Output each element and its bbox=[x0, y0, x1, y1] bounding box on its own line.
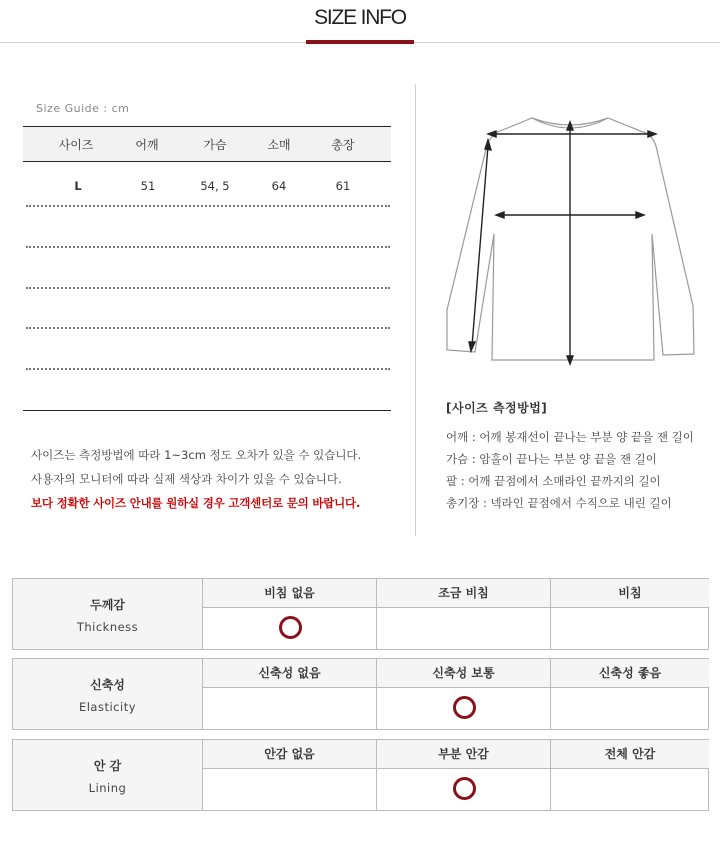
selected-circle-icon bbox=[453, 696, 476, 719]
attribute-name-en: Elasticity bbox=[78, 700, 137, 714]
attribute-name-ko: 두께감 bbox=[90, 598, 125, 612]
option-cell bbox=[550, 740, 709, 810]
attribute-name-en: Lining bbox=[88, 781, 127, 795]
attribute-thickness bbox=[12, 578, 709, 650]
option-cell bbox=[550, 579, 709, 649]
row-divider bbox=[26, 327, 390, 329]
sweater-diagram bbox=[440, 110, 702, 372]
note-contact-cs: 보다 정확한 사이즈 안내를 원하실 경우 고객센터로 문의 바랍니다. bbox=[31, 496, 361, 510]
option-label: 신축성 좋음 bbox=[551, 659, 709, 688]
attribute-name-ko: 신축성 bbox=[90, 678, 125, 692]
row-divider bbox=[26, 368, 390, 370]
option-cell bbox=[203, 659, 376, 729]
measurement-length: 총기장 : 넥라인 끝점에서 수직으로 내린 길이 bbox=[446, 496, 672, 510]
selected-circle-icon bbox=[453, 777, 476, 800]
option-cell bbox=[376, 740, 550, 810]
attribute-label bbox=[13, 740, 203, 810]
option-label: 부분 안감 bbox=[377, 740, 550, 769]
col-header-length: 총장 bbox=[331, 138, 355, 152]
option-label: 비침 bbox=[551, 579, 709, 608]
cell-sleeve: 64 bbox=[271, 179, 287, 193]
table-bottom-rule bbox=[23, 410, 391, 411]
option-label: 비침 없음 bbox=[203, 579, 376, 608]
option-label: 전체 안감 bbox=[551, 740, 709, 769]
col-header-sleeve: 소매 bbox=[267, 138, 291, 152]
option-cell bbox=[550, 659, 709, 729]
option-label: 신축성 없음 bbox=[203, 659, 376, 688]
measurement-chest: 가슴 : 암홀이 끝나는 부분 양 끝을 잰 길이 bbox=[446, 452, 657, 466]
cell-shoulder: 51 bbox=[140, 179, 156, 193]
size-table-header bbox=[23, 127, 391, 162]
option-cell bbox=[203, 740, 376, 810]
selected-circle-icon bbox=[279, 616, 302, 639]
measurement-sleeve: 팔 : 어깨 끝점에서 소매라인 끝까지의 길이 bbox=[446, 474, 661, 488]
cell-length: 61 bbox=[335, 179, 351, 193]
row-divider bbox=[26, 205, 390, 207]
attribute-label bbox=[13, 579, 203, 649]
title-underline bbox=[306, 40, 414, 44]
measurement-title: [사이즈 측정방법] bbox=[446, 401, 548, 415]
option-cell bbox=[203, 579, 376, 649]
option-label: 안감 없음 bbox=[203, 740, 376, 769]
note-measurement-error: 사이즈는 측정방법에 따라 1~3cm 정도 오차가 있을 수 있습니다. bbox=[31, 448, 362, 462]
option-cell bbox=[376, 579, 550, 649]
column-divider bbox=[415, 84, 416, 536]
option-label: 조금 비침 bbox=[377, 579, 550, 608]
option-label: 신축성 보통 bbox=[377, 659, 550, 688]
option-cell bbox=[376, 659, 550, 729]
attribute-label bbox=[13, 659, 203, 729]
cell-size: L bbox=[74, 179, 82, 193]
col-header-chest: 가슴 bbox=[203, 138, 227, 152]
col-header-shoulder: 어깨 bbox=[135, 138, 159, 152]
note-monitor-color: 사용자의 모니터에 따라 실제 색상과 차이가 있을 수 있습니다. bbox=[31, 472, 342, 486]
page-title: SIZE INFO bbox=[314, 6, 406, 29]
size-guide-label: Size Guide : cm bbox=[36, 102, 130, 115]
row-divider bbox=[26, 287, 390, 289]
cell-chest: 54, 5 bbox=[200, 179, 230, 193]
attribute-elasticity bbox=[12, 658, 709, 730]
measurement-shoulder: 어깨 : 어깨 봉재선이 끝나는 부분 양 끝을 잰 길이 bbox=[446, 430, 694, 444]
attribute-name-ko: 안 감 bbox=[93, 759, 122, 773]
attribute-lining bbox=[12, 739, 709, 811]
attribute-name-en: Thickness bbox=[76, 620, 139, 634]
col-header-size: 사이즈 bbox=[58, 138, 94, 152]
row-divider bbox=[26, 246, 390, 248]
